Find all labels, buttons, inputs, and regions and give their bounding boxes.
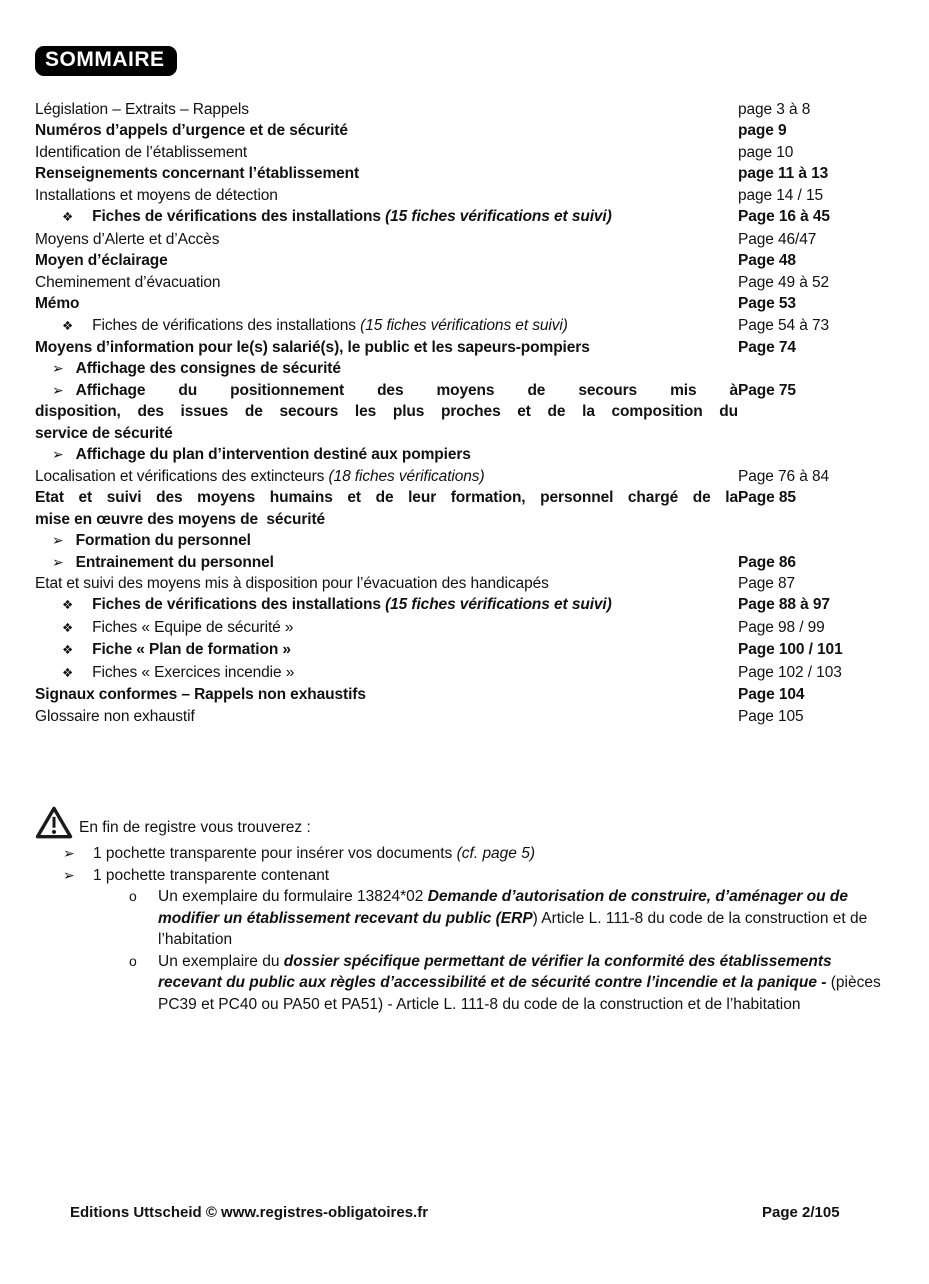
bullet-arrow-icon: ➢: [52, 381, 64, 398]
toc-entry: [35, 163, 894, 184]
note-text-segment: (pièces PC39 et PC40 ou PA50 et PA51) - Article L. 111-8 du code de la construction et de l’habitation: [158, 974, 881, 1013]
toc-entry: [35, 466, 894, 487]
toc-entry-page: Page 105: [738, 707, 804, 725]
toc-entry-text: [35, 380, 738, 444]
note-text-segment: ) Article L. 111-8 du code de la construction et de l’habitation: [158, 909, 868, 949]
toc-entry-line: ➢ Affichage du positionnement des moyens de secours mis à: [52, 381, 738, 399]
toc-entry-page: Page 76 à 84: [738, 467, 830, 485]
toc-entry-text: Numéros d’appels d’urgence et de sécurité: [35, 122, 348, 140]
toc: [35, 99, 894, 727]
document-page: [35, 0, 894, 1221]
bullet-diamond-icon: ❖: [62, 643, 74, 658]
note-item: [35, 843, 894, 865]
toc-entry-text: Localisation et vérifications des extincteurs (18 fiches vérifications): [35, 467, 485, 485]
bullet-diamond-icon: ❖: [62, 210, 74, 225]
note-item: [35, 865, 894, 887]
toc-entry: [35, 142, 894, 163]
note-item: [35, 951, 894, 1016]
notes-list: [35, 843, 894, 1015]
toc-entry-text: Cheminement d’évacuation: [35, 273, 221, 291]
toc-entry: [35, 639, 894, 661]
toc-entry-text: ❖ Fiches de vérifications des installations (15 fiches vérifications et suivi): [62, 208, 612, 226]
toc-entry-text: Signaux conformes – Rappels non exhaustifs: [35, 686, 366, 704]
toc-entry: [35, 185, 894, 206]
toc-entry-page: page 9: [738, 122, 787, 140]
footer-publisher: Editions Uttscheid © www.registres-obligatoires.fr: [70, 1204, 429, 1221]
toc-entry-page: Page 104: [738, 686, 805, 704]
bullet-diamond-icon: ❖: [62, 665, 74, 680]
note-item: [35, 886, 894, 951]
toc-entry-page: Page 87: [738, 574, 796, 592]
toc-entry-text: Moyen d’éclairage: [35, 252, 168, 270]
toc-entry: [35, 380, 894, 444]
toc-entry-text: [35, 487, 738, 530]
toc-entry-page: page 14 / 15: [738, 186, 823, 204]
toc-entry-page: Page 75: [738, 381, 796, 399]
toc-entry-text: ➢ Formation du personnel: [52, 532, 251, 550]
toc-entry-page: Page 48: [738, 252, 796, 270]
sommaire-title: SOMMAIRE: [35, 46, 177, 76]
toc-entry-line: service de sécurité: [35, 424, 173, 442]
bullet-arrow-icon: ➢: [52, 360, 64, 377]
toc-entry-page: Page 85: [738, 489, 796, 507]
toc-entry-text: ❖ Fiches « Exercices incendie »: [62, 663, 295, 681]
bullet-diamond-icon: ❖: [62, 598, 74, 613]
bullet-arrow-icon: ➢: [63, 866, 75, 883]
toc-entry-text: ➢ Entrainement du personnel: [52, 553, 274, 571]
toc-entry-text: ❖ Fiches « Equipe de sécurité »: [62, 618, 294, 636]
bullet-diamond-icon: ❖: [62, 620, 74, 635]
toc-entry: [35, 684, 894, 705]
toc-entry-note: (15 fiches vérifications et suivi): [355, 316, 568, 334]
toc-entry-text: Identification de l’établissement: [35, 143, 248, 161]
notes-intro: [35, 806, 894, 839]
toc-entry: [35, 293, 894, 314]
bullet-arrow-icon: ➢: [52, 532, 64, 549]
toc-entry: [35, 272, 894, 293]
toc-entry-note: (18 fiches vérifications): [324, 467, 485, 485]
note-text-segment: Un exemplaire du formulaire 13824*02: [158, 888, 428, 906]
toc-entry-page: page 3 à 8: [738, 101, 811, 118]
toc-entry-page: page 11 à 13: [738, 165, 829, 183]
toc-entry: [35, 552, 894, 573]
note-text-segment: Demande d’autorisation de construire, d’aménager ou de modifier un établissement recevant du public (ERP: [158, 888, 848, 927]
toc-entry-text: Renseignements concernant l’établissement: [35, 165, 360, 183]
notes-section: [35, 806, 894, 1015]
toc-entry: [35, 337, 894, 358]
note-text-segment: 1 pochette transparente contenant: [93, 866, 330, 884]
toc-entry-page: Page 54 à 73: [738, 316, 830, 334]
toc-entry-note: (15 fiches vérifications et suivi): [380, 208, 612, 226]
toc-entry-page: Page 86: [738, 553, 796, 571]
toc-entry-page: Page 16 à 45: [738, 208, 830, 226]
toc-entry: [35, 662, 894, 684]
toc-entry-text: Glossaire non exhaustif: [35, 707, 195, 725]
warning-triangle-icon: [35, 806, 73, 839]
note-text-segment: 1 pochette transparente pour insérer vos documents: [93, 845, 457, 863]
toc-entry-page: Page 100 / 101: [738, 641, 843, 659]
toc-entry-text: ➢ Affichage des consignes de sécurité: [52, 360, 341, 378]
toc-entry-text: Moyens d’information pour le(s) salarié(s), le public et les sapeurs-pompiers: [35, 338, 590, 356]
toc-entry-text: Législation – Extraits – Rappels: [35, 101, 249, 118]
note-text-segment: (cf. page 5): [456, 845, 536, 863]
toc-entry-page: Page 102 / 103: [738, 663, 842, 681]
toc-entry-text: Moyens d’Alerte et d’Accès: [35, 230, 220, 248]
toc-entry-text: ➢ Affichage du plan d’intervention destiné aux pompiers: [52, 446, 471, 464]
toc-entry: [35, 487, 894, 530]
toc-entry: [35, 444, 894, 465]
toc-entry: [35, 99, 894, 120]
toc-entry-page: Page 49 à 52: [738, 273, 830, 291]
toc-entry: [35, 573, 894, 594]
note-text-segment: dossier spécifique permettant de vérifier la conformité des établissements recevant du public aux règles d’accessibilité et de sécurité contre l’incendie et la panique -: [158, 952, 832, 992]
toc-entry-text: ❖ Fiches de vérifications des installations (15 fiches vérifications et suivi): [62, 596, 612, 614]
bullet-arrow-icon: ➢: [63, 845, 75, 862]
toc-entry: [35, 617, 894, 639]
toc-entry: [35, 594, 894, 616]
toc-entry: [35, 706, 894, 727]
bullet-diamond-icon: ❖: [62, 318, 74, 333]
toc-entry: [35, 530, 894, 551]
toc-entry-page: Page 88 à 97: [738, 596, 830, 614]
toc-entry-text: ❖ Fiche « Plan de formation »: [62, 641, 291, 659]
toc-entry-line: Etat et suivi des moyens humains et de leur formation, personnel chargé de la: [35, 489, 738, 507]
toc-entry-text: ❖ Fiches de vérifications des installations (15 fiches vérifications et suivi): [62, 316, 568, 334]
toc-entry-page: Page 98 / 99: [738, 618, 825, 636]
toc-entry-text: Etat et suivi des moyens mis à disposition pour l’évacuation des handicapés: [35, 574, 549, 592]
toc-entry: [35, 250, 894, 271]
toc-entry: [35, 229, 894, 250]
bullet-circle-icon: o: [129, 888, 137, 905]
bullet-arrow-icon: ➢: [52, 553, 64, 570]
toc-entry: [35, 315, 894, 337]
toc-entry-page: Page 74: [738, 338, 796, 356]
toc-entry-line: disposition, des issues de secours les plus proches et de la composition du: [35, 403, 738, 421]
bullet-arrow-icon: ➢: [52, 446, 64, 463]
toc-entry-page: page 10: [738, 143, 794, 161]
toc-entry-text: Installations et moyens de détection: [35, 186, 278, 204]
toc-entry-page: Page 53: [738, 295, 796, 313]
toc-entry: [35, 120, 894, 141]
toc-entry-note: (15 fiches vérifications et suivi): [380, 596, 612, 614]
note-text-segment: Un exemplaire du: [158, 952, 284, 970]
footer: [70, 1204, 860, 1221]
toc-entry: [35, 206, 894, 228]
footer-page-number: Page 2/105: [762, 1204, 840, 1221]
toc-entry-page: Page 46/47: [738, 230, 817, 248]
toc-entry: [35, 358, 894, 379]
bullet-circle-icon: o: [129, 952, 137, 969]
toc-entry-line: mise en œuvre des moyens de sécurité: [35, 510, 326, 528]
notes-intro-text: En fin de registre vous trouverez :: [79, 818, 311, 836]
toc-entry-text: Mémo: [35, 295, 80, 313]
